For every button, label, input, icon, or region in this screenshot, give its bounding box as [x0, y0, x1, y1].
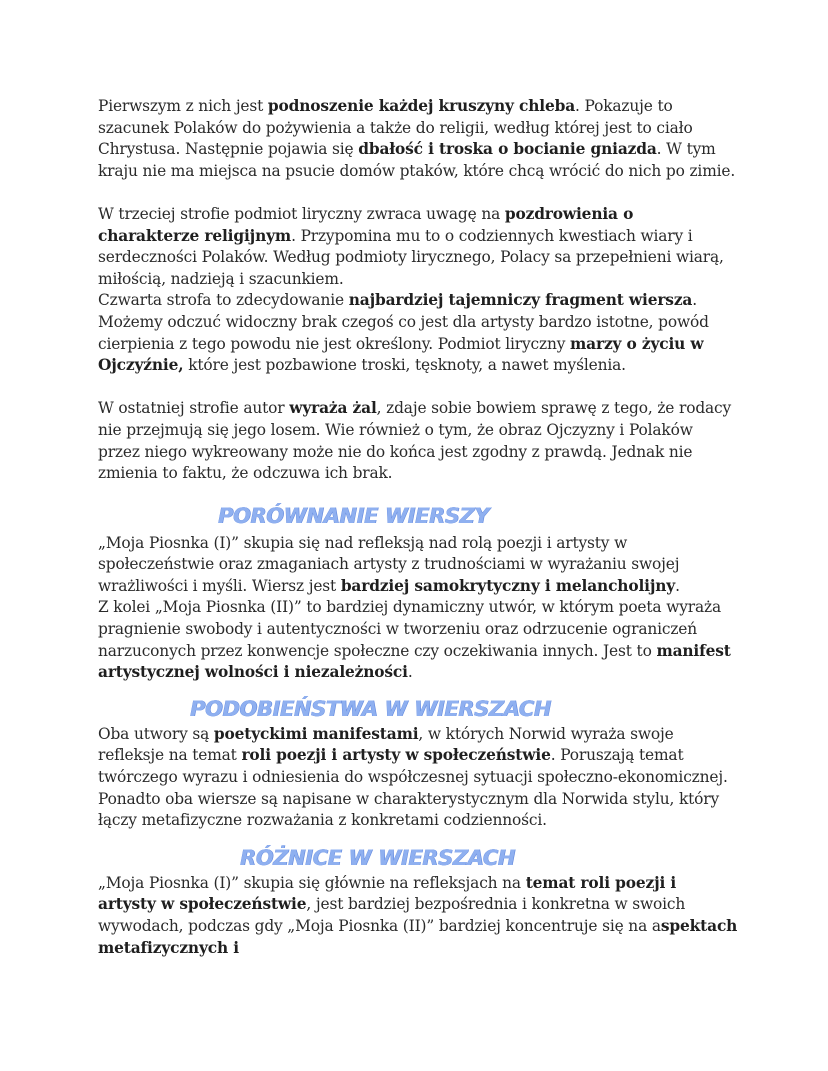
bold-phrase: temat roli poezji i artysty w społeczeństwie	[98, 873, 677, 914]
paragraph-piosnka-one: „Moja Piosnka (I)” skupia się nad refleksją nad rolą poezji i artysty w społeczeństwie oraz zmaganiach artysty z trudnościami w wyrażaniu swojej wrażliwości i myśli. Wiersz jest bardziej samokrytyczny i melancholijny.	[98, 533, 680, 595]
bold-phrase: poetyckimi manifestami	[213, 724, 419, 743]
paragraph-similarities: Oba utwory są poetyckimi manifestami, w których Norwid wyraża swoje refleksje na temat roli poezji i artysty w społeczeństwie. Poruszają temat twórczego wyrazu i odniesienia do współczesnej sytuacji społeczno-ekonomicznej. Ponadto oba wiersze są napisane w charakterystycznym dla Norwida stylu, który łączy metafizyczne rozważania z konkretami codzienności.	[98, 724, 728, 830]
paragraph-strophe-three: W trzeciej strofie podmiot liryczny zwraca uwagę na pozdrowienia o charakterze religijnym. Przypomina mu to o codziennych kwestiach wiary i serdeczności Polaków. Według podmioty lirycznego, Polacy sa przepełnieni wiarą, miłością, nadzieją i szacunkiem.	[98, 204, 724, 288]
bold-phrase: podnoszenie każdej kruszyny chleba	[267, 97, 576, 115]
bold-phrase: roli poezji i artysty w społeczeństwie	[241, 746, 551, 765]
paragraph-strophe-two: Pierwszym z nich jest podnoszenie każdej kruszyny chleba. Pokazuje to szacunek Polaków do pożywienia a także do religii, według której jest to ciało Chrystusa. Następnie pojawia się dbałość i troska o bocianie gniazda. W tym kraju nie ma miejsca na psucie domów ptaków, które chcą wrócić do nich po zimie.	[98, 97, 736, 180]
bold-phrase: pozdrowienia o charakterze religijnym	[98, 204, 634, 245]
bold-phrase: manifest artystycznej wolności i niezależności	[98, 641, 731, 682]
bold-phrase: spektach metafizycznych i	[98, 917, 738, 957]
bold-phrase: najbardziej tajemniczy fragment wiersza	[348, 291, 693, 310]
document-page	[98, 96, 738, 959]
heading-differences: RÓŻNICE W WIERSZACH	[240, 845, 516, 870]
bold-phrase: bardziej samokrytyczny i melancholijny	[340, 576, 676, 595]
paragraph-strophe-four: Czwarta strofa to zdecydowanie najbardziej tajemniczy fragment wiersza. Możemy odczuć widoczny brak czegoś co jest dla artysty bardzo istotne, powód cierpienia z tego powodu nie jest określony. Podmiot liryczny marzy o życiu w Ojczyźnie, które jest pozbawione troski, tęsknoty, a nawet myślenia.	[98, 291, 709, 375]
bold-phrase: dbałość i troska o bocianie gniazda	[358, 140, 657, 159]
paragraph-piosnka-two: Z kolei „Moja Piosnka (II)” to bardziej dynamiczny utwór, w którym poeta wyraża pragnienie swobody i autentyczności w tworzeniu oraz odrzucenie ograniczeń narzuconych przez konwencje społeczne czy oczekiwania innych. Jest to manifest artystycznej wolności i niezależności.	[98, 598, 731, 682]
heading-comparison: PORÓWNANIE WIERSZY	[218, 503, 490, 528]
bold-phrase: marzy o życiu w Ojczyźnie,	[98, 334, 704, 375]
paragraph-last-strophe: W ostatniej strofie autor wyraża żal, zdaje sobie bowiem sprawę z tego, że rodacy nie przejmują się jego losem. Wie również o tym, że obraz Ojczyzny i Polaków przez niego wykreowany może nie do końca jest zgodny z prawdą. Jednak nie zmienia to faktu, że odczuwa ich brak.	[98, 399, 732, 483]
heading-similarities: PODOBIEŃSTWA W WIERSZACH	[190, 696, 552, 721]
bold-phrase: wyraża żal	[289, 399, 377, 418]
paragraph-differences: „Moja Piosnka (I)” skupia się głównie na refleksjach na temat roli poezji i artysty w społeczeństwie, jest bardziej bezpośrednia i konkretna w swoich wywodach, podczas gdy „Moja Piosnka (II)” bardziej koncentruje się na aspektach metafizycznych i	[98, 873, 738, 957]
